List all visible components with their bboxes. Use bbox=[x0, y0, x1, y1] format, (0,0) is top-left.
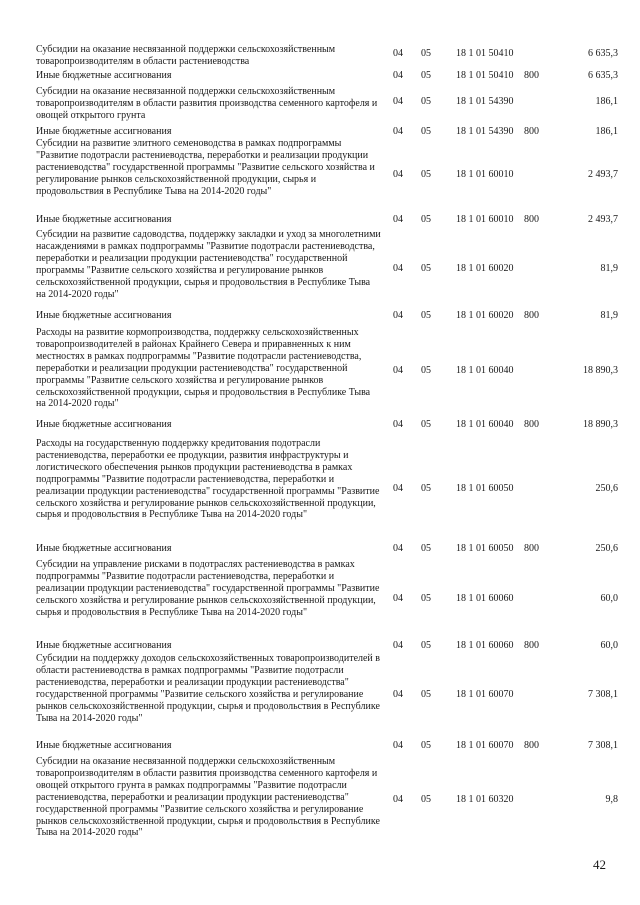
target-article-code: 18 1 01 50410 bbox=[456, 48, 514, 59]
target-article-code: 18 1 01 60020 bbox=[456, 310, 514, 321]
target-article-code: 18 1 01 60060 bbox=[456, 593, 514, 604]
subsection-code: 05 bbox=[421, 96, 431, 107]
amount-value: 186,1 bbox=[595, 126, 618, 137]
expense-type-code: 800 bbox=[524, 70, 539, 81]
section-code: 04 bbox=[393, 365, 403, 376]
subsection-code: 05 bbox=[421, 794, 431, 805]
expense-type-code: 800 bbox=[524, 543, 539, 554]
row-description: Иные бюджетные ассигнования bbox=[36, 310, 172, 321]
amount-value: 60,0 bbox=[600, 640, 618, 651]
section-code: 04 bbox=[393, 126, 403, 137]
subsection-code: 05 bbox=[421, 543, 431, 554]
subsection-code: 05 bbox=[421, 126, 431, 137]
target-article-code: 18 1 01 50410 bbox=[456, 70, 514, 81]
section-code: 04 bbox=[393, 689, 403, 700]
target-article-code: 18 1 01 60050 bbox=[456, 543, 514, 554]
amount-value: 18 890,3 bbox=[583, 419, 618, 430]
expense-type-code: 800 bbox=[524, 419, 539, 430]
amount-value: 6 635,3 bbox=[588, 48, 618, 59]
section-code: 04 bbox=[393, 70, 403, 81]
row-description: Иные бюджетные ассигнования bbox=[36, 214, 172, 225]
expense-type-code: 800 bbox=[524, 126, 539, 137]
amount-value: 7 308,1 bbox=[588, 740, 618, 751]
amount-value: 60,0 bbox=[600, 593, 618, 604]
subsection-code: 05 bbox=[421, 740, 431, 751]
amount-value: 6 635,3 bbox=[588, 70, 618, 81]
row-description: Расходы на развитие кормопроизводства, поддержку сельскохозяйственных товаропроизводителей в районах Крайнего Севера и приравненных к ним местностях в рамках подпрограммы "Развитие подотрасли растениеводства, переработки и реализации продукции растениеводства" государственной программы "Развитие сельского хозяйства и регулирование рынков сельскохозяйственной продукции, сырья и продовольствия в Республике Тыва на 2014-2020 годы" bbox=[36, 327, 371, 410]
target-article-code: 18 1 01 60010 bbox=[456, 214, 514, 225]
section-code: 04 bbox=[393, 740, 403, 751]
section-code: 04 bbox=[393, 310, 403, 321]
amount-value: 7 308,1 bbox=[588, 689, 618, 700]
subsection-code: 05 bbox=[421, 689, 431, 700]
subsection-code: 05 bbox=[421, 419, 431, 430]
row-description: Иные бюджетные ассигнования bbox=[36, 419, 172, 430]
row-description: Субсидии на оказание несвязанной поддержки сельскохозяйственным товаропроизводителям в области развития производства семенного картофеля и овощей открытого грунта в рамках подпрограммы "Развитие подотрасли растениеводства, переработки и реализации продукции растениеводства" государственной программы "Развитие сельского хозяйства и регулирование рынков сельскохозяйственной продукции, сырья и продовольствия в Республике Тыва на 2014-2020 годы" bbox=[36, 756, 380, 839]
expense-type-code: 800 bbox=[524, 640, 539, 651]
row-description: Иные бюджетные ассигнования bbox=[36, 740, 172, 751]
subsection-code: 05 bbox=[421, 640, 431, 651]
amount-value: 81,9 bbox=[600, 310, 618, 321]
row-description: Иные бюджетные ассигнования bbox=[36, 640, 172, 651]
row-description: Иные бюджетные ассигнования bbox=[36, 543, 172, 554]
section-code: 04 bbox=[393, 419, 403, 430]
section-code: 04 bbox=[393, 214, 403, 225]
row-description: Субсидии на развитие элитного семеноводства в рамках подпрограммы "Развитие подотрасли растениеводства, переработки и реализации продукции растениеводства" государственной программы "Развитие сельского хозяйства и регулирование рынков сельскохозяйственной продукции, сырья и продовольствия в Республике Тыва на 2014-2020 годы" bbox=[36, 138, 375, 197]
amount-value: 9,8 bbox=[605, 794, 618, 805]
amount-value: 18 890,3 bbox=[583, 365, 618, 376]
amount-value: 2 493,7 bbox=[588, 169, 618, 180]
subsection-code: 05 bbox=[421, 70, 431, 81]
subsection-code: 05 bbox=[421, 593, 431, 604]
amount-value: 186,1 bbox=[595, 96, 618, 107]
subsection-code: 05 bbox=[421, 483, 431, 494]
section-code: 04 bbox=[393, 169, 403, 180]
subsection-code: 05 bbox=[421, 48, 431, 59]
section-code: 04 bbox=[393, 263, 403, 274]
target-article-code: 18 1 01 60060 bbox=[456, 640, 514, 651]
row-description: Иные бюджетные ассигнования bbox=[36, 126, 172, 137]
section-code: 04 bbox=[393, 96, 403, 107]
section-code: 04 bbox=[393, 48, 403, 59]
subsection-code: 05 bbox=[421, 169, 431, 180]
target-article-code: 18 1 01 60020 bbox=[456, 263, 514, 274]
amount-value: 250,6 bbox=[595, 543, 618, 554]
expense-type-code: 800 bbox=[524, 214, 539, 225]
row-description: Субсидии на развитие садоводства, поддержку закладки и уход за многолетними насаждениями в рамках подпрограммы "Развитие подотрасли растениеводства, переработки и реализации продукции растениеводства" государственной программы "Развитие сельского хозяйства и регулирование рынков сельскохозяйственной продукции, сырья и продовольствия в Республике Тыва на 2014-2020 годы" bbox=[36, 229, 381, 300]
target-article-code: 18 1 01 60040 bbox=[456, 419, 514, 430]
target-article-code: 18 1 01 60070 bbox=[456, 740, 514, 751]
row-description: Субсидии на поддержку доходов сельскохозяйственных товаропроизводителей в области растениеводства в рамках подпрограммы "Развитие подотрасли растениеводства, переработки и реализации продукции растениеводства" государственной программы "Развитие сельского хозяйства и регулирование рынков сельскохозяйственной продукции, сырья и продовольствия в Республике Тыва на 2014-2020 годы" bbox=[36, 653, 381, 724]
amount-value: 2 493,7 bbox=[588, 214, 618, 225]
section-code: 04 bbox=[393, 794, 403, 805]
target-article-code: 18 1 01 60040 bbox=[456, 365, 514, 376]
target-article-code: 18 1 01 54390 bbox=[456, 96, 514, 107]
section-code: 04 bbox=[393, 640, 403, 651]
expense-type-code: 800 bbox=[524, 740, 539, 751]
row-description: Субсидии на оказание несвязанной поддержки сельскохозяйственным товаропроизводителям в области растениеводства bbox=[36, 44, 336, 67]
target-article-code: 18 1 01 60050 bbox=[456, 483, 514, 494]
target-article-code: 18 1 01 60320 bbox=[456, 794, 514, 805]
row-description: Субсидии на оказание несвязанной поддержки сельскохозяйственным товаропроизводителям в области развития производства семенного картофеля и овощей открытого грунта bbox=[36, 86, 378, 121]
row-description: Субсидии на управление рисками в подотраслях растениеводства в рамках подпрограммы "Развитие подотрасли растениеводства, переработки и реализации продукции растениеводства" государственной программы "Развитие сельского хозяйства и регулирование рынков сельскохозяйственной продукции, сырья и продовольствия в Республике Тыва на 2014-2020 годы" bbox=[36, 559, 380, 618]
target-article-code: 18 1 01 60070 bbox=[456, 689, 514, 700]
subsection-code: 05 bbox=[421, 365, 431, 376]
row-description: Расходы на государственную поддержку кредитования подотрасли растениеводства, переработки ее продукции, развития инфраструктуры и логистического обеспечения рынков продукции растениеводства в рамках подпрограммы "Развитие подотрасли растениеводства, переработки и реализации продукции растениеводства" государственной программы "Развитие сельского хозяйства и регулирование рынков сельскохозяйственной продукции, сырья и продовольствия в Республике Тыва на 2014-2020 годы" bbox=[36, 438, 380, 521]
amount-value: 81,9 bbox=[600, 263, 618, 274]
target-article-code: 18 1 01 60010 bbox=[456, 169, 514, 180]
page-number: 42 bbox=[593, 857, 606, 872]
subsection-code: 05 bbox=[421, 310, 431, 321]
subsection-code: 05 bbox=[421, 263, 431, 274]
section-code: 04 bbox=[393, 593, 403, 604]
expense-type-code: 800 bbox=[524, 310, 539, 321]
target-article-code: 18 1 01 54390 bbox=[456, 126, 514, 137]
row-description: Иные бюджетные ассигнования bbox=[36, 70, 172, 81]
section-code: 04 bbox=[393, 543, 403, 554]
subsection-code: 05 bbox=[421, 214, 431, 225]
amount-value: 250,6 bbox=[595, 483, 618, 494]
section-code: 04 bbox=[393, 483, 403, 494]
